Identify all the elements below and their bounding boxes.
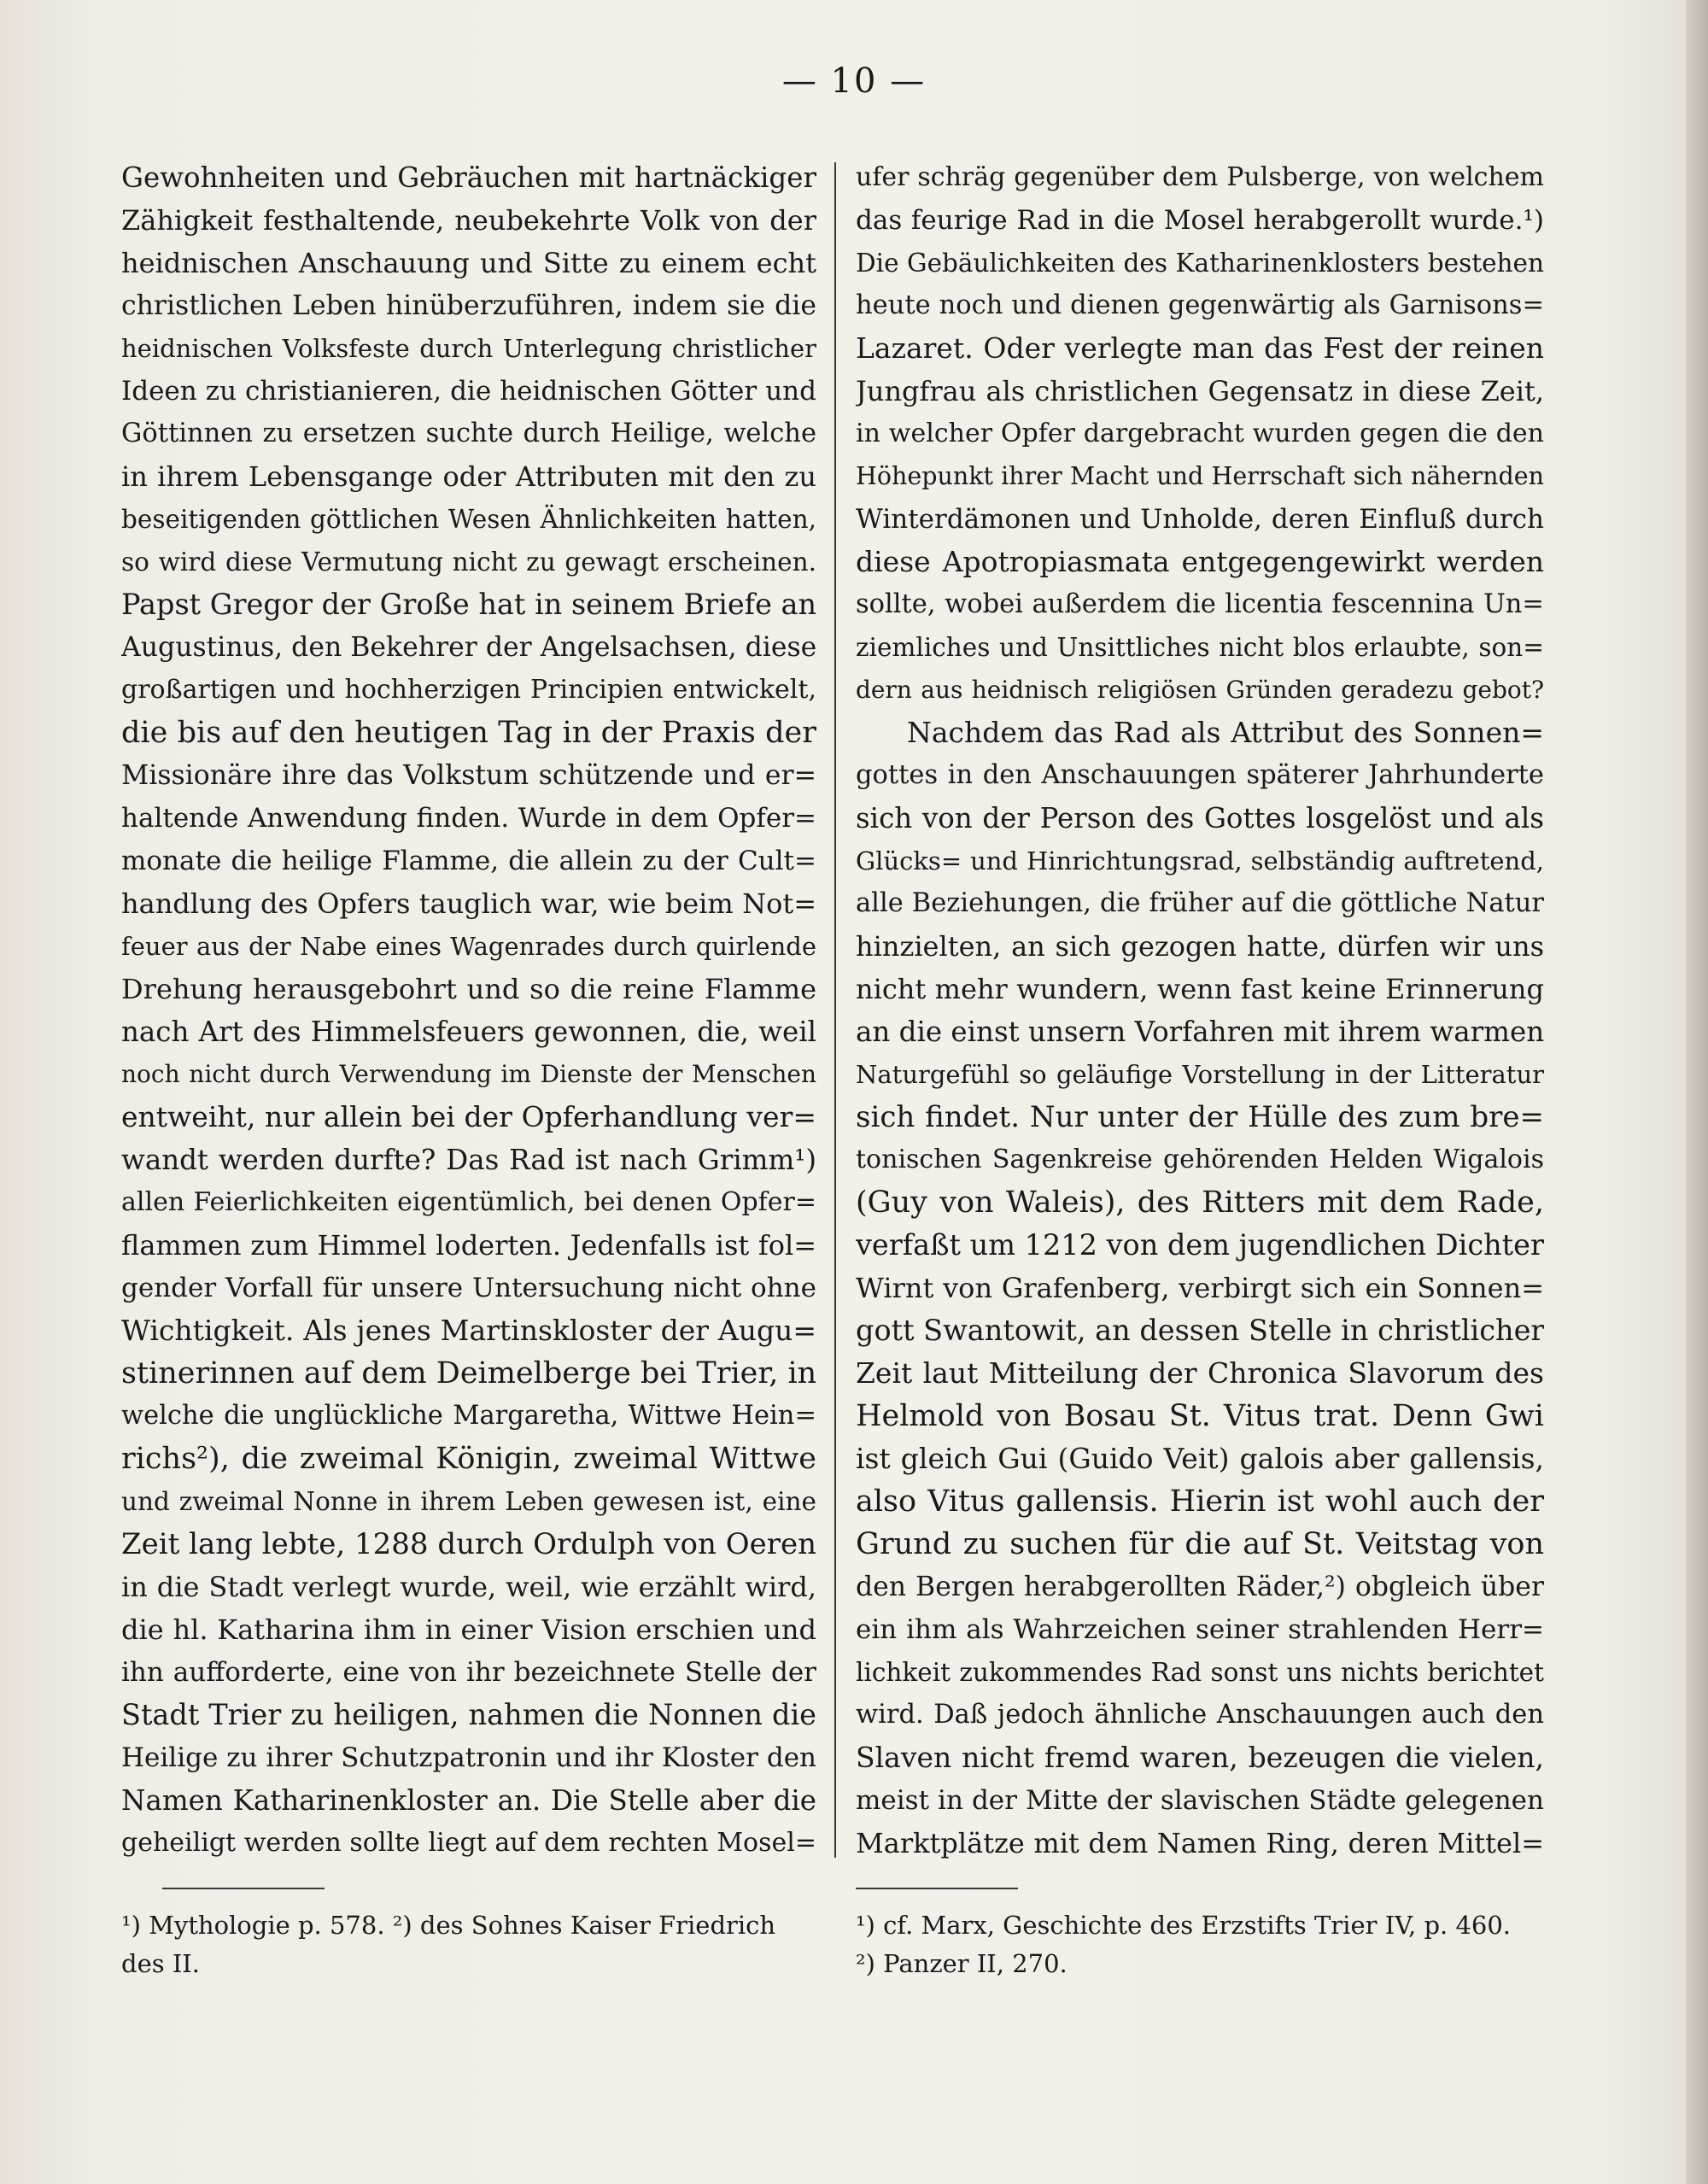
text-line: tonischen Sagenkreise gehörenden Helden Wigalois bbox=[856, 1145, 1544, 1174]
text-line: Göttinnen zu ersetzen suchte durch Heilige, welche bbox=[121, 419, 816, 448]
text-line: ihn aufforderte, eine von ihr bezeichnete Stelle der bbox=[121, 1657, 816, 1688]
text-line: verfaßt um 1212 von dem jugendlichen Dichter bbox=[856, 1228, 1544, 1262]
text-line: großartigen und hochherzigen Principien entwickelt, bbox=[121, 675, 816, 705]
text-line: noch nicht durch Verwendung im Dienste der Menschen bbox=[121, 1060, 816, 1088]
text-line: also Vitus gallensis. Hierin ist wohl auch der bbox=[856, 1484, 1544, 1519]
text-line: ein ihm als Wahrzeichen seiner strahlenden Herr= bbox=[856, 1614, 1544, 1645]
text-line: heidnischen Anschauung und Sitte zu einem echt bbox=[121, 247, 816, 279]
text-line: feuer aus der Nabe eines Wagenrades durch quirlende bbox=[121, 932, 816, 961]
paragraph-start-line: Nachdem das Rad als Attribut des Sonnen= bbox=[907, 716, 1544, 749]
text-line: monate die heilige Flamme, die allein zu der Cult= bbox=[121, 846, 816, 876]
text-line: Helmold von Bosau St. Vitus trat. Denn Gwi bbox=[856, 1399, 1544, 1433]
text-line: heute noch und dienen gegenwärtig als Garnisons= bbox=[856, 290, 1544, 320]
text-line: nicht mehr wundern, wenn fast keine Erinnerung bbox=[856, 973, 1544, 1005]
text-line: Die Gebäulichkeiten des Katharinenklosters bestehen bbox=[856, 249, 1544, 278]
text-line: Höhepunkt ihrer Macht und Herrschaft sich nähernden bbox=[856, 462, 1544, 490]
footnotes-left bbox=[121, 1906, 816, 1983]
text-line: Papst Gregor der Große hat in seinem Briefe an bbox=[121, 588, 816, 621]
text-line: Zähigkeit festhaltende, neubekehrte Volk von der bbox=[121, 204, 816, 237]
text-line: Namen Katharinenkloster an. Die Stelle aber die bbox=[121, 1784, 816, 1817]
text-line: beseitigenden göttlichen Wesen Ähnlichkeiten hatten, bbox=[121, 505, 816, 534]
text-line: entweiht, nur allein bei der Opferhandlung ver= bbox=[121, 1100, 816, 1133]
text-line: diese Apotropiasmata entgegengewirkt werden bbox=[856, 545, 1544, 578]
text-line: Naturgefühl so geläufige Vorstellung in der Litteratur bbox=[856, 1060, 1544, 1089]
text-line: Winterdämonen und Unholde, deren Einfluß durch bbox=[856, 504, 1544, 535]
text-line: christlichen Leben hinüberzuführen, indem sie die bbox=[121, 290, 816, 321]
text-line: haltende Anwendung finden. Wurde in dem Opfer= bbox=[121, 803, 816, 834]
text-line: so wird diese Vermutung nicht zu gewagt erscheinen. bbox=[121, 547, 816, 577]
text-line: Heilige zu ihrer Schutzpatronin und ihr Kloster den bbox=[121, 1742, 816, 1773]
text-line: alle Beziehungen, die früher auf die göttliche Natur bbox=[856, 888, 1544, 918]
text-line: Missionäre ihre das Volkstum schützende und er= bbox=[121, 760, 816, 791]
text-line: Jungfrau als christlichen Gegensatz in diese Zeit, bbox=[856, 375, 1544, 407]
text-line: Gewohnheiten und Gebräuchen mit hartnäckiger bbox=[121, 161, 816, 194]
text-line: das feurige Rad in die Mosel herabgerollt wurde.¹) bbox=[856, 205, 1544, 236]
text-line: welche die unglückliche Margaretha, Wittwe Hein= bbox=[121, 1401, 816, 1431]
text-line: gottes in den Anschauungen späterer Jahrhunderte bbox=[856, 760, 1544, 790]
text-line: in die Stadt verlegt wurde, weil, wie erzählt wird, bbox=[121, 1571, 816, 1603]
footnote-line: ²) Panzer II, 270. bbox=[856, 1949, 1068, 1978]
text-line: und zweimal Nonne in ihrem Leben gewesen ist, eine bbox=[121, 1487, 816, 1516]
text-line: sich findet. Nur unter der Hülle des zum bre= bbox=[856, 1100, 1544, 1134]
text-line: meist in der Mitte der slavischen Städte gelegenen bbox=[856, 1785, 1544, 1816]
text-line: (Guy von Waleis), des Ritters mit dem Rade, bbox=[856, 1186, 1544, 1220]
text-line: Zeit lang lebte, 1288 durch Ordulph von Oeren bbox=[121, 1527, 816, 1561]
footnote-line: ¹) cf. Marx, Geschichte des Erzstifts Trier IV, p. 460. bbox=[856, 1911, 1512, 1940]
column-divider bbox=[834, 162, 836, 1858]
text-line: wandt werden durfte? Das Rad ist nach Grimm¹) bbox=[121, 1144, 816, 1176]
text-line: nach Art des Himmelsfeuers gewonnen, die, weil bbox=[121, 1016, 816, 1048]
text-line: richs²), die zweimal Königin, zweimal Wittwe bbox=[121, 1442, 816, 1476]
text-line: wird. Daß jedoch ähnliche Anschauungen auch den bbox=[856, 1700, 1544, 1730]
text-line: Augustinus, den Bekehrer der Angelsachsen, diese bbox=[121, 632, 816, 663]
text-line: Glücks= und Hinrichtungsrad, selbständig auftretend, bbox=[856, 846, 1544, 875]
footnote-line: ¹) Mythologie p. 578. ²) des Sohnes Kaiser Friedrich bbox=[121, 1911, 776, 1940]
text-line: lichkeit zukommendes Rad sonst uns nichts berichtet bbox=[856, 1658, 1544, 1687]
text-line: dern aus heidnisch religiösen Gründen geradezu gebot? bbox=[856, 676, 1544, 704]
text-line: Grund zu suchen für die auf St. Veitstag von bbox=[856, 1527, 1544, 1561]
text-line: Slaven nicht fremd waren, bezeugen die vielen, bbox=[856, 1741, 1544, 1774]
text-line: ist gleich Gui (Guido Veit) galois aber gallensis, bbox=[856, 1442, 1544, 1475]
text-line: ufer schräg gegenüber dem Pulsberge, von welchem bbox=[856, 162, 1544, 192]
text-line: Zeit laut Mitteilung der Chronica Slavorum des bbox=[856, 1356, 1544, 1390]
text-line: Drehung herausgebohrt und so die reine Flamme bbox=[121, 973, 816, 1005]
text-line: sollte, wobei außerdem die licentia fescennina Un= bbox=[856, 589, 1544, 619]
footnote-line: des II. bbox=[121, 1949, 200, 1978]
text-line: Lazaret. Oder verlegte man das Fest der reinen bbox=[856, 331, 1544, 365]
text-line: flammen zum Himmel loderten. Jedenfalls ist fol= bbox=[121, 1229, 816, 1262]
text-line: Marktplätze mit dem Namen Ring, deren Mittel= bbox=[856, 1827, 1544, 1859]
text-line: Wichtigkeit. Als jenes Martinskloster der Augu= bbox=[121, 1314, 816, 1347]
text-line: den Bergen herabgerollten Räder,²) obgleich über bbox=[856, 1572, 1544, 1602]
text-line: gott Swantowit, an dessen Stelle in christlicher bbox=[856, 1314, 1544, 1347]
right-column bbox=[856, 156, 1544, 1865]
text-line: die bis auf den heutigen Tag in der Praxis der bbox=[121, 716, 816, 750]
text-line: Stadt Trier zu heiligen, nahmen die Nonnen die bbox=[121, 1698, 816, 1731]
text-line: gender Vorfall für unsere Untersuchung nicht ohne bbox=[121, 1273, 816, 1303]
text-line: handlung des Opfers tauglich war, wie beim Not= bbox=[121, 887, 816, 920]
footnote-rule-right bbox=[856, 1888, 1018, 1889]
text-line: in ihrem Lebensgange oder Attributen mit den zu bbox=[121, 460, 816, 493]
page-edge-shadow bbox=[1686, 0, 1708, 2184]
text-line: Wirnt von Grafenberg, verbirgt sich ein Sonnen= bbox=[856, 1272, 1544, 1304]
text-line: allen Feierlichkeiten eigentümlich, bei denen Opfer= bbox=[121, 1187, 816, 1217]
text-line: heidnischen Volksfeste durch Unterlegung christlicher bbox=[121, 334, 816, 363]
text-line: stinerinnen auf dem Deimelberge bei Trier, in bbox=[121, 1356, 816, 1391]
footnotes-right bbox=[856, 1906, 1544, 1983]
footnote-rule-left bbox=[162, 1888, 325, 1889]
page-number: — 10 — bbox=[781, 61, 927, 101]
text-line: ziemliches und Unsittliches nicht blos erlaubte, son= bbox=[856, 633, 1544, 662]
left-column bbox=[121, 156, 816, 1865]
text-line: die hl. Katharina ihm in einer Vision erschien und bbox=[121, 1613, 816, 1646]
text-line: Ideen zu christianieren, die heidnischen Götter und bbox=[121, 376, 816, 407]
text-line: an die einst unsern Vorfahren mit ihrem warmen bbox=[856, 1016, 1544, 1048]
text-line: geheiligt werden sollte liegt auf dem rechten Mosel= bbox=[121, 1828, 816, 1858]
text-line: sich von der Person des Gottes losgelöst und als bbox=[856, 802, 1544, 834]
text-line: in welcher Opfer dargebracht wurden gegen die den bbox=[856, 419, 1544, 448]
text-line: hinzielten, an sich gezogen hatte, dürfen wir uns bbox=[856, 930, 1544, 963]
